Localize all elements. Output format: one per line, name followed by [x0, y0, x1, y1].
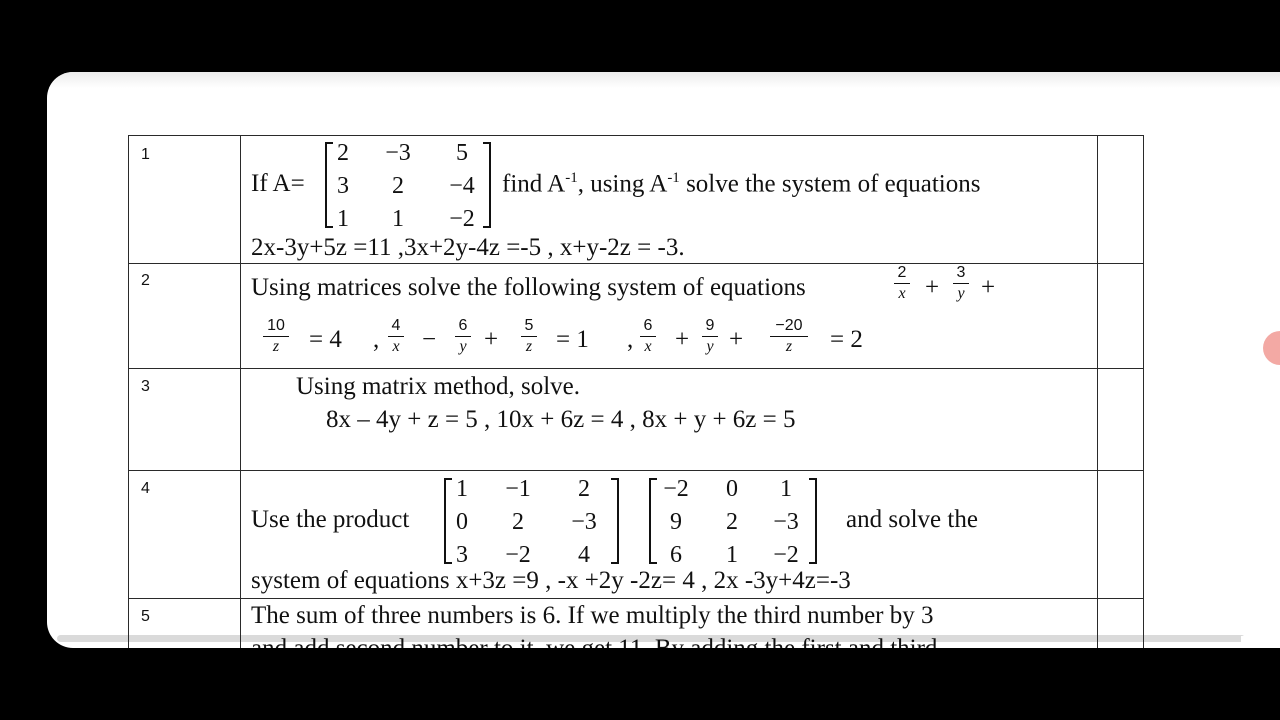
matrix-cell: −2: [773, 542, 799, 568]
equation-line: 8x – 4y + z = 5 , 10x + 6z = 4 , 8x + y + 6z = 5: [326, 406, 796, 433]
matrix-cell: 1: [392, 206, 404, 232]
question-row-4: [128, 470, 1144, 599]
fraction: 3 y: [953, 264, 969, 303]
operator: +: [925, 274, 940, 301]
matrix-cell: 6: [670, 542, 682, 568]
operator: +: [675, 326, 690, 353]
question-text: Use the product: [251, 506, 410, 533]
operator: ,: [627, 326, 634, 353]
operator: = 4: [309, 326, 342, 353]
matrix-cell: 2: [512, 509, 524, 535]
fraction: 10 z: [263, 317, 289, 356]
matrix-cell: −4: [449, 173, 475, 199]
matrix-cell: −3: [773, 509, 799, 535]
matrix-cell: −3: [571, 509, 597, 535]
fraction: 6 x: [640, 317, 656, 356]
question-text-continued: and solve the: [846, 506, 978, 533]
matrix-second: [649, 474, 817, 568]
matrix-cell: 1: [726, 542, 738, 568]
matrix-cell: 0: [456, 509, 468, 535]
letterbox-bottom: [0, 648, 1280, 720]
equation-line: 2x-3y+5z =11 ,3x+2y-4z =-5 , x+y-2z = -3.: [251, 234, 685, 261]
question-text-continued: find $A^{-1}$, using $A^{-1}$ solve the system of equations: [502, 170, 981, 198]
matrix-cell: 3: [337, 173, 349, 199]
matrix-cell: −2: [449, 206, 475, 232]
question-number: 4: [141, 480, 150, 497]
matrix-cell: −3: [385, 140, 411, 166]
matrix-cell: 0: [726, 476, 738, 502]
letterbox-top: [0, 0, 1280, 72]
matrix-cell: 5: [456, 140, 468, 166]
operator: +: [981, 274, 996, 301]
question-number: 1: [141, 146, 150, 163]
operator: ,: [373, 326, 380, 353]
fraction: 6 y: [455, 317, 471, 356]
fraction: −20 z: [770, 317, 808, 356]
question-row-1: [128, 135, 1144, 264]
viewer-top-edge: [47, 72, 1280, 88]
matrix-cell: −1: [505, 476, 531, 502]
question-text: Using matrices solve the following system of equations: [251, 274, 806, 301]
question-row-3: [128, 368, 1144, 471]
operator: = 2: [830, 326, 863, 353]
question-number: 2: [141, 272, 150, 289]
fraction: 2 x: [894, 264, 910, 303]
operator: +: [729, 326, 744, 353]
fraction: 5 z: [521, 317, 537, 356]
matrix-cell: 2: [578, 476, 590, 502]
matrix-cell: 2: [726, 509, 738, 535]
matrix-cell: −2: [663, 476, 689, 502]
matrix-cell: 1: [780, 476, 792, 502]
matrix-cell: 4: [578, 542, 590, 568]
matrix-first: [444, 474, 619, 568]
operator: +: [484, 326, 499, 353]
matrix-a: [325, 138, 491, 232]
question-text: Using matrix method, solve.: [296, 373, 580, 400]
operator: −: [422, 326, 437, 353]
matrix-cell: 2: [392, 173, 404, 199]
equation-line: system of equations x+3z =9 , -x +2y -2z= 4 , 2x -3y+4z=-3: [251, 567, 851, 594]
question-text: The sum of three numbers is 6. If we multiply the third number by 3: [251, 602, 934, 629]
fraction: 4 x: [388, 317, 404, 356]
question-number: 3: [141, 378, 150, 395]
matrix-cell: 2: [337, 140, 349, 166]
question-row-2: [128, 262, 1144, 369]
fraction: 9 y: [702, 317, 718, 356]
matrix-cell: 1: [456, 476, 468, 502]
question-number: 5: [141, 608, 150, 625]
operator: = 1: [556, 326, 589, 353]
floating-action-dot[interactable]: [1263, 331, 1280, 365]
matrix-cell: −2: [505, 542, 531, 568]
matrix-cell: 1: [337, 206, 349, 232]
question-text: If A=: [251, 170, 305, 197]
matrix-cell: 9: [670, 509, 682, 535]
matrix-cell: 3: [456, 542, 468, 568]
